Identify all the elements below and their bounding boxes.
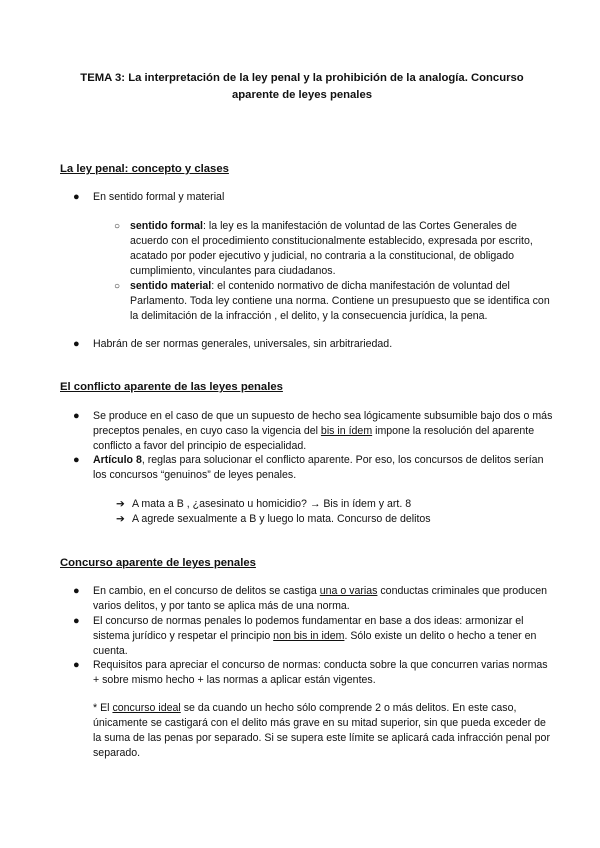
bullet-normas-generales: Habrán de ser normas generales, universales, sin arbitrariedad. <box>93 338 393 350</box>
bullet-dot: ● <box>73 410 80 422</box>
section-heading-ley-penal: La ley penal: concepto y clases <box>60 163 229 175</box>
document-title: TEMA 3: La interpretación de la ley penal y la prohibición de la analogía. Concurso aparente de leyes penales <box>80 72 524 101</box>
bullet-articulo-8 <box>93 453 555 483</box>
section-heading-concurso-aparente: Concurso aparente de leyes penales <box>60 557 256 569</box>
text-concurso-normas-post: . Sólo existe un delito o hecho a tener en cuenta. <box>93 630 537 657</box>
bullet-dot: ● <box>73 615 80 627</box>
text-sentido-formal: : la ley es la manifestación de voluntad de las Cortes Generales de acuerdo con el procedimiento constitucionalmente establecido, expresada por escrito, acatado por poder ejecutivo y judicial, no contraria a la constitucional, de obligado cumplimiento, vinculantes para ciudadanos. <box>130 220 533 277</box>
term-concurso-ideal: concurso ideal <box>112 702 181 714</box>
bullet-concurso-normas <box>93 614 555 659</box>
bullet-dot: ● <box>73 338 80 350</box>
label-sentido-formal: sentido formal <box>130 220 203 232</box>
text-supuesto-hecho-post: impone la resolución del aparente conflicto a favor del principio de especialidad. <box>93 425 535 452</box>
bullet-concurso-delitos <box>93 584 555 614</box>
text-concurso-delitos-post: conductas criminales que producen varios delitos, y por tanto se aplica más de una norma. <box>93 585 548 612</box>
arrow-right-icon: ➔ <box>116 513 125 525</box>
sub-bullet-sentido-formal <box>130 219 555 279</box>
bullet-dot: ● <box>73 191 80 203</box>
text-note-pre: * El <box>93 702 113 714</box>
bullet-dot: ● <box>73 585 80 597</box>
section-heading-conflicto-aparente: El conflicto aparente de las leyes penales <box>60 381 283 393</box>
bullet-requisitos: Requisitos para apreciar el concurso de normas: conducta sobre la que concurren varias normas + sobre mismo hecho + las normas a aplicar están vigentes. <box>93 659 548 686</box>
term-bis-in-idem: bis in ídem <box>320 425 373 437</box>
sub-bullet-sentido-material <box>130 279 555 324</box>
text-concurso-delitos-pre: En cambio, en el concurso de delitos se castiga <box>93 585 320 597</box>
text-note-post: se da cuando un hecho sólo comprende 2 o más delitos. En este caso, únicamente se castigará con el delito más grave en su mitad superior, sin que pueda exceder de la suma de las penas por separado. Si se supera este límite se aplicará cada infracción penal por separado. <box>93 702 550 759</box>
label-articulo-8: Artículo 8 <box>93 454 142 466</box>
term-una-o-varias: una o varias <box>319 585 378 597</box>
example-concurso-delitos: A agrede sexualmente a B y luego lo mata. Concurso de delitos <box>132 513 431 525</box>
text-concurso-normas-pre: El concurso de normas penales lo podemos fundamentar en base a dos ideas: armonizar el sistema jurídico y respetar el principio <box>93 615 524 642</box>
bullet-sentido-formal-material: En sentido formal y material <box>93 191 225 203</box>
bullet-circle: ○ <box>114 221 121 232</box>
text-articulo-8: , reglas para solucionar el conflicto aparente. Por eso, los concursos de delitos serían los concursos “genuinos” de leyes penales. <box>93 454 544 481</box>
text-supuesto-hecho-pre: Se produce en el caso de que un supuesto de hecho sea lógicamente subsumible bajo dos o más preceptos penales, en cuyo caso la vigencia del <box>93 410 553 437</box>
bullet-supuesto-hecho <box>93 409 555 454</box>
text-sentido-material: : el contenido normativo de dicha manifestación de voluntad del Parlamento. Toda ley contiene una norma. Contiene un presupuesto que se identifica con la delimitación de la infracción , el delito, y la consecuencia jurídica, la pena. <box>130 280 550 322</box>
label-sentido-material: sentido material <box>130 280 212 292</box>
arrow-right-icon: ➔ <box>116 498 125 510</box>
term-non-bis-in-idem: non bis in idem <box>273 630 345 642</box>
bullet-dot: ● <box>73 659 80 671</box>
bullet-circle: ○ <box>114 281 121 292</box>
bullet-dot: ● <box>73 454 80 466</box>
note-concurso-ideal <box>93 701 555 761</box>
example-asesinato-homicidio: A mata a B , ¿asesinato u homicidio? → Bis in ídem y art. 8 <box>132 498 412 510</box>
